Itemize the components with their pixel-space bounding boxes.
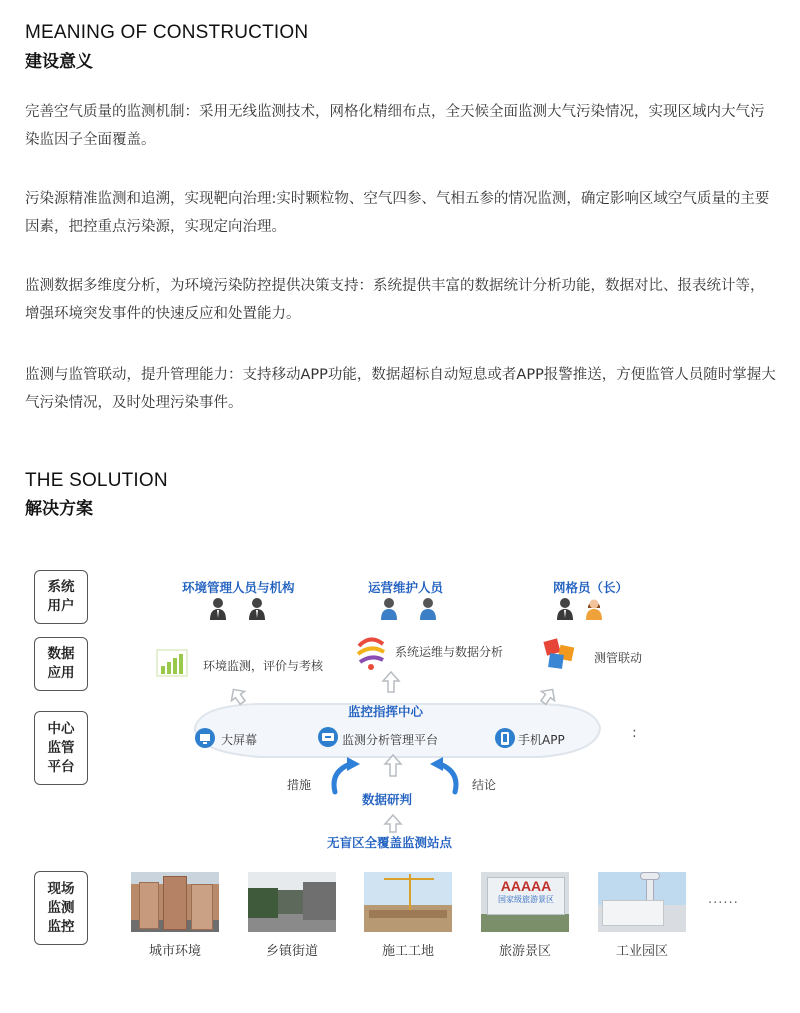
site-caption-city: 城市环境 bbox=[148, 944, 201, 959]
right-arrow-label: 结论 bbox=[472, 778, 497, 792]
phone-icon bbox=[495, 728, 515, 748]
site-caption-industrial: 工业园区 bbox=[615, 944, 668, 959]
swirl-analytics-icon bbox=[358, 639, 384, 670]
app-label-evaluation: 环境监测，评价与考核 bbox=[203, 659, 324, 673]
person-worker-icon bbox=[420, 598, 436, 620]
side-label-site: 现场监测监控 bbox=[34, 871, 88, 945]
construction-title-en: MEANING OF CONSTRUCTION bbox=[25, 22, 309, 43]
center-title: 监控指挥中心 bbox=[348, 704, 424, 719]
photo-industrial bbox=[598, 872, 686, 932]
site-caption-town: 乡镇街道 bbox=[265, 944, 318, 959]
photo-scenic bbox=[481, 872, 569, 932]
solution-title-cn: 解决方案 bbox=[25, 499, 93, 519]
photo-construction bbox=[364, 872, 452, 932]
person-suit-icon bbox=[210, 598, 226, 620]
scenic-sign-subtitle: 国家级旅游景区 bbox=[498, 895, 554, 904]
platform-mobile-app: 手机APP bbox=[518, 733, 565, 747]
scenic-sign-rating: AAAAA bbox=[500, 878, 552, 894]
construction-title-cn: 建设意义 bbox=[25, 52, 93, 72]
side-label-center: 中心监管平台 bbox=[34, 711, 88, 785]
side-label-users: 系统用户 bbox=[34, 570, 88, 624]
left-arrow-label: 措施 bbox=[287, 778, 312, 792]
person-suit-icon bbox=[557, 598, 573, 620]
construction-paragraph-4: 监测与监管联动，提升管理能力：支持移动APP功能，数据超标自动短息或者APP报警推送，方便监管人员随时掌握大气污染情况，及时处理污染事件。 bbox=[25, 367, 776, 411]
site-caption-scenic: 旅游景区 bbox=[498, 944, 551, 959]
puzzle-linkage-icon bbox=[543, 638, 574, 668]
platform-analysis: 监测分析管理平台 bbox=[342, 733, 439, 747]
construction-paragraph-3: 监测数据多维度分析，为环境污染防控提供决策支持：系统提供丰富的数据统计分析功能，数据对比、报表统计等，增强环境突发事件的快速反应和处置能力。 bbox=[25, 278, 765, 322]
site-caption-construction: 施工工地 bbox=[381, 944, 434, 959]
platform-big-screen: 大屏幕 bbox=[221, 733, 258, 747]
photo-town bbox=[248, 872, 336, 932]
screen-icon bbox=[195, 728, 215, 748]
construction-paragraph-1: 完善空气质量的监测机制：采用无线监测技术，网格化精细布点，全天候全面监测大气污染情况，实现区域内大气污染监因子全面覆盖。 bbox=[25, 104, 765, 148]
chart-up-icon bbox=[157, 650, 187, 676]
app-label-ops-analysis: 系统运维与数据分析 bbox=[395, 645, 504, 659]
user-role-management: 环境管理人员与机构 bbox=[182, 580, 295, 595]
user-role-operations: 运营维护人员 bbox=[368, 580, 444, 595]
more-sites-ellipsis: ······ bbox=[708, 896, 739, 911]
photo-city bbox=[131, 872, 219, 932]
app-label-linkage: 测管联动 bbox=[594, 651, 643, 665]
person-female-icon bbox=[586, 600, 602, 621]
stations-label: 无盲区全覆盖监测站点 bbox=[327, 835, 453, 850]
side-label-data: 数据应用 bbox=[34, 637, 88, 691]
person-worker-icon bbox=[381, 598, 397, 620]
solution-title-en: THE SOLUTION bbox=[25, 470, 168, 491]
person-suit-icon bbox=[249, 598, 265, 620]
construction-paragraph-2: 污染源精准监测和追溯，实现靶向治理:实时颗粒物、空气四参、气相五参的情况监测，确定影响区域空气质量的主要因素，把控重点污染源，实现定向治理。 bbox=[25, 191, 770, 235]
user-role-grid: 网格员（长） bbox=[553, 580, 629, 595]
colon-mark: : bbox=[632, 725, 637, 741]
core-label: 数据研判 bbox=[362, 792, 413, 807]
platform-icon bbox=[318, 727, 338, 747]
